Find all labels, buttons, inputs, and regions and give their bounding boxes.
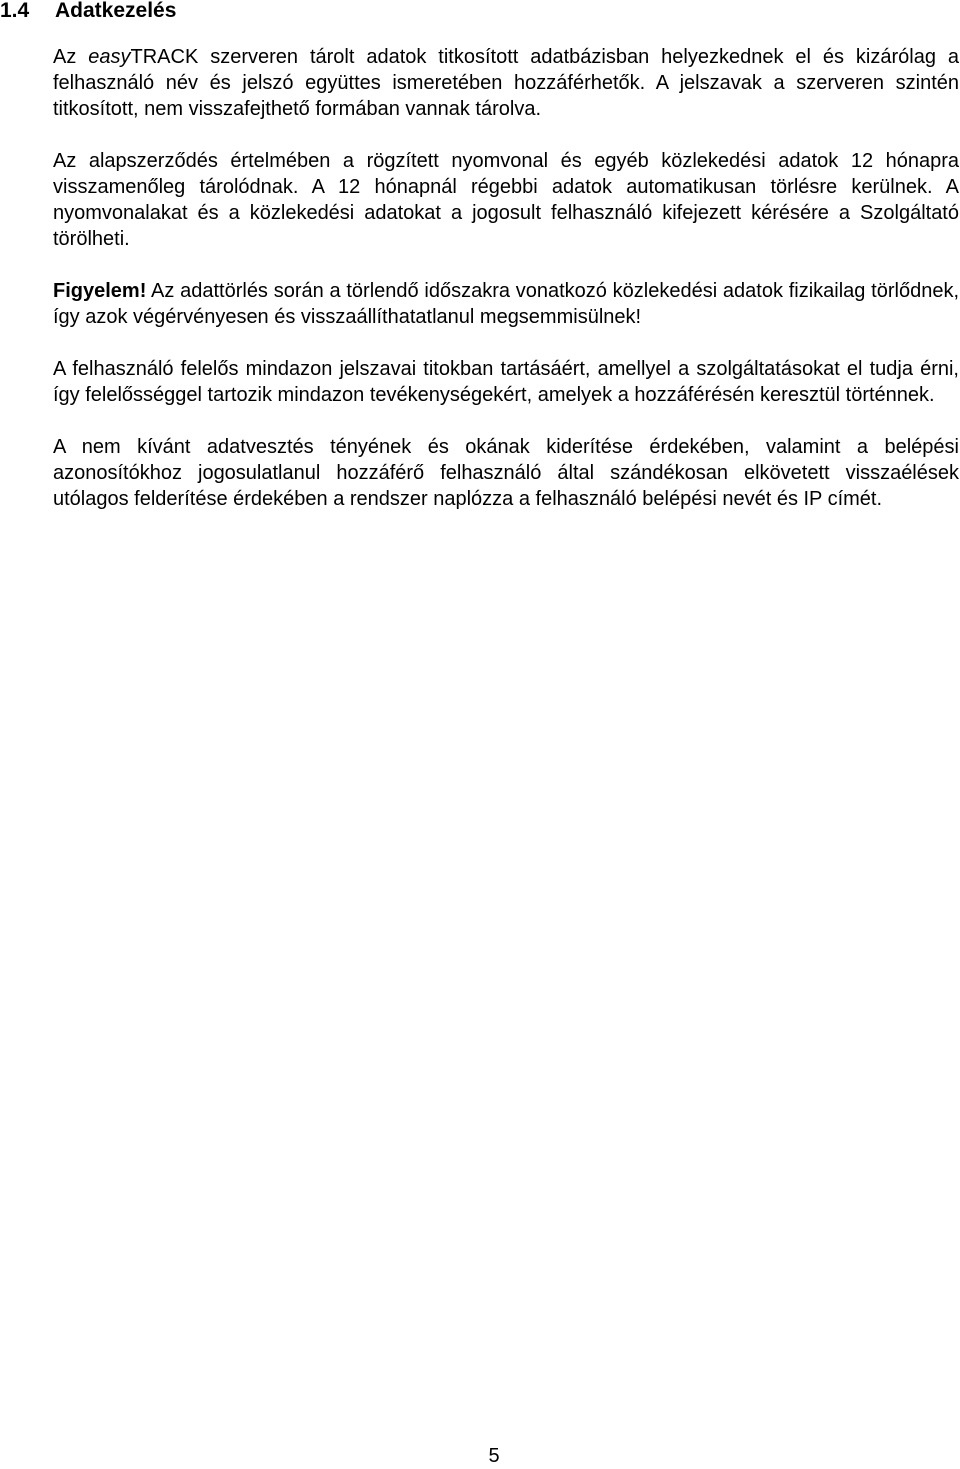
paragraph-logging: A nem kívánt adatvesztés tényének és okának kiderítése érdekében, valamint a belépési azonosítókhoz jogosulatlanul hozzáférő felhasználó által szándékosan elkövetett visszaélések utólagos felderítése érdekében a rendszer naplózza a felhasználó belépési nevét és IP címét.	[53, 436, 959, 510]
paragraph-data-storage	[53, 44, 959, 122]
paragraph-password-responsibility: A felhasználó felelős mindazon jelszavai titokban tartásáért, amellyel a szolgáltatásokat el tudja érni, így felelősséggel tartozik mindazon tevékenységekért, amelyek a hozzáférésén keresztül történnek.	[53, 358, 959, 406]
paragraph-retention: Az alapszerződés értelmében a rögzített nyomvonal és egyéb közlekedési adatok 12 hónapra visszamenőleg tárolódnak. A 12 hónapnál régebbi adatok automatikusan törlésre kerülnek. A nyomvonalakat és a közlekedési adatokat a jogosult felhasználó kifejezett kérésére a Szolgáltató törölheti.	[53, 150, 959, 250]
section-body	[53, 44, 959, 512]
brand-name-upper: TRACK	[130, 46, 199, 68]
page-number: 5	[488, 1445, 500, 1467]
section-title: Adatkezelés	[55, 0, 177, 22]
paragraph-warning	[53, 278, 959, 330]
brand-name	[88, 46, 198, 68]
paragraph-text: Az	[53, 46, 89, 68]
paragraph-text: szerveren tárolt adatok titkosított adatbázisban helyezkednek el és kizárólag a felhasználó név és jelszó együttes ismeretében hozzáférhetők. A jelszavak a szerveren szintén titkosított, nem visszafejthető formában vannak tárolva.	[53, 46, 959, 120]
paragraph-text: Az adattörlés során a törlendő időszakra vonatkozó közlekedési adatok fizikailag törlődnek, így azok végérvényesen és visszaállíthatatlanul megsemmisülnek!	[53, 280, 959, 328]
brand-name-italic: easy	[88, 46, 131, 68]
warning-label: Figyelem!	[53, 280, 147, 302]
section-number: 1.4	[0, 0, 30, 22]
section-heading	[0, 0, 176, 24]
